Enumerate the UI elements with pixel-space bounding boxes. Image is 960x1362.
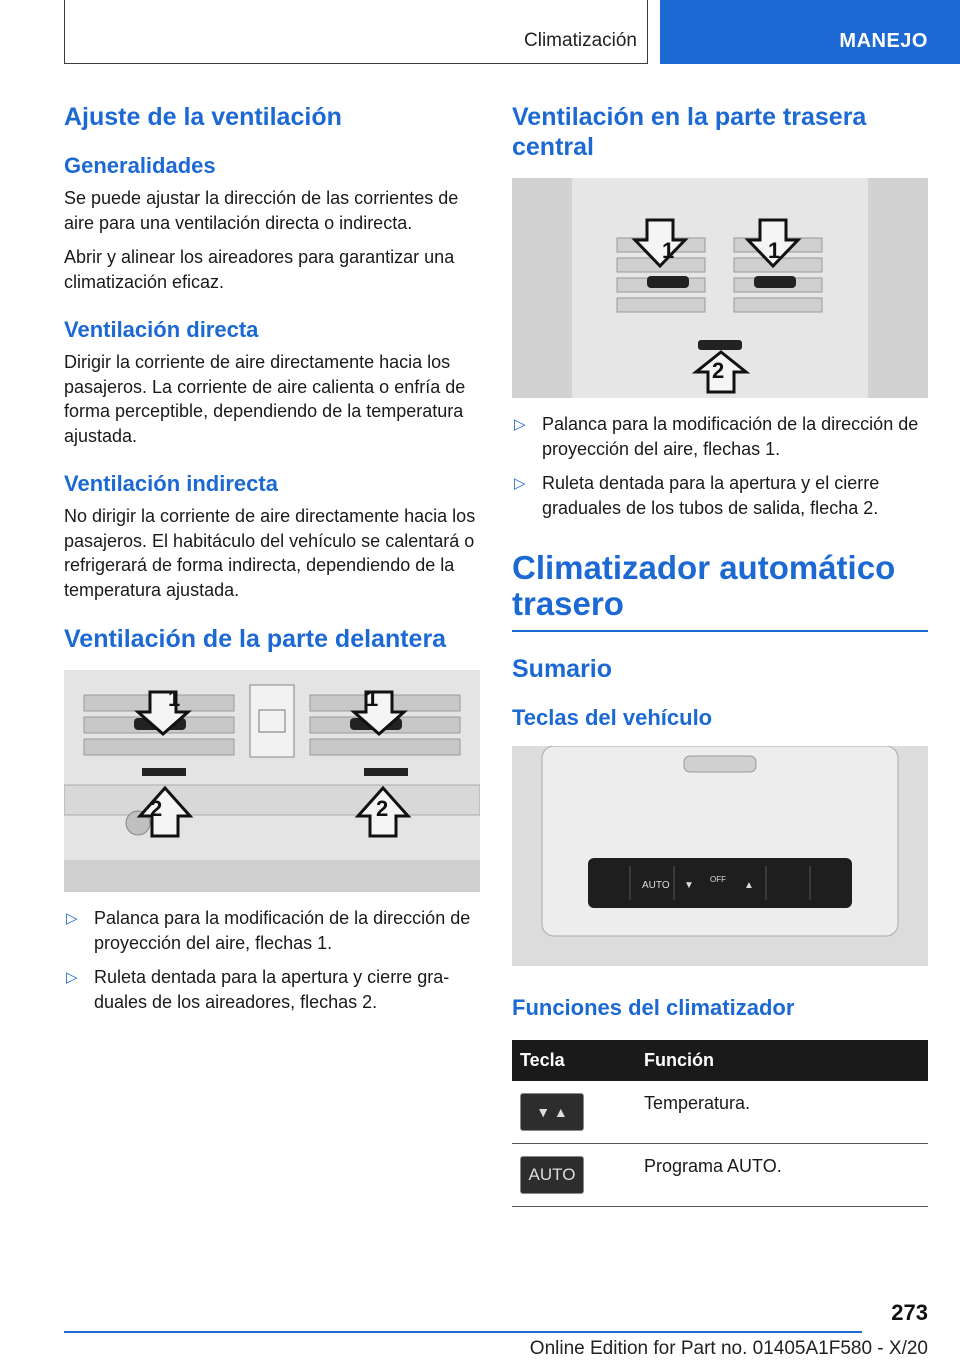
front-vents-figure <box>64 670 480 892</box>
auto-key-icon: AUTO <box>520 1156 584 1194</box>
heading-funciones: Funciones del climatizador <box>512 995 795 1020</box>
fig-label-2-left: 2 <box>150 796 163 821</box>
heading-trasera: Ventilación en la parte trasera central <box>512 103 867 161</box>
fig-label-2-rear: 2 <box>712 358 725 383</box>
list-item: ▷ Ruleta dentada para la apertura y cierre graduales de los aireadores, flechas 2. <box>66 967 450 1012</box>
rear-bullets <box>512 412 928 520</box>
functions-table <box>512 1040 928 1207</box>
heading-ajuste: Ajuste de la ventilación <box>64 103 342 131</box>
right-column <box>512 100 928 1207</box>
heading-teclas: Teclas del vehículo <box>512 705 713 730</box>
header-section-box <box>64 0 648 64</box>
column-header-funcion: Función <box>636 1040 928 1081</box>
section-title: Climatización <box>524 30 637 51</box>
panel-button-auto: AUTO <box>642 880 670 891</box>
heading-indirecta: Ventilación indirecta <box>64 471 278 496</box>
para-indirecta: No dirigir la corriente de aire directamente hacia los pasajeros. El habitáculo del vehículo se calentará o refrigerará de forma indirecta, dependiendo de la temperatura ajustada. <box>64 506 476 600</box>
center-vent <box>250 685 294 757</box>
heading-climatizador: Climatizador automático trasero <box>512 550 928 632</box>
function-cell: Temperatura. <box>636 1081 928 1144</box>
table-row <box>512 1081 928 1144</box>
para-generalidades-1: Se puede ajustar la dirección de las corrientes de aire para una ventilación directa o indirecta. <box>64 188 459 233</box>
chapter-tab-label: MANEJO <box>839 30 928 52</box>
heading-delantera: Ventilación de la parte delantera <box>64 625 447 653</box>
column-header-tecla: Tecla <box>512 1040 636 1081</box>
triangle-bullet-icon: ▷ <box>514 416 526 433</box>
panel-button-off: OFF <box>710 875 726 884</box>
fig-label-1-rear-right: 1 <box>768 238 781 263</box>
heading-generalidades: Generalidades <box>64 153 216 178</box>
para-generalidades-2: Abrir y alinear los aireadores para garantizar una climatización eficaz. <box>64 247 455 292</box>
page-number: 273 <box>891 1300 928 1325</box>
para-directa: Dirigir la corriente de aire directamente hacia los pasajeros. La corriente de aire calienta o enfría de forma perceptible, dependiendo de la temperatura ajustada. <box>64 352 466 446</box>
triangle-bullet-icon: ▷ <box>66 910 78 927</box>
rear-panel-figure <box>512 746 928 966</box>
fig-label-2-right: 2 <box>376 796 389 821</box>
chapter-tab[interactable] <box>660 0 960 64</box>
triangle-bullet-icon: ▷ <box>66 969 78 986</box>
list-item: ▷ Ruleta dentada para la apertura y el cierre graduales de los tubos de salida, flecha 2. <box>514 473 880 518</box>
rear-vents-figure <box>512 178 928 398</box>
fig-label-1-left: 1 <box>168 686 181 711</box>
list-item: ▷ Palanca para la modificación de la dirección de proyección del aire, flechas 1. <box>66 908 471 953</box>
heading-sumario: Sumario <box>512 655 613 683</box>
triangle-bullet-icon: ▷ <box>514 475 526 492</box>
panel-button-up: ▲ <box>744 880 754 891</box>
fig-label-1-right: 1 <box>366 686 379 711</box>
temperature-key-icon: ▼ ▲ <box>520 1093 584 1131</box>
front-bullets <box>64 906 480 1014</box>
footer-edition: Online Edition for Part no. 01405A1F580 - X/20 <box>529 1338 928 1359</box>
list-item: ▷ Palanca para la modificación de la dirección de proyección del aire, flechas 1. <box>514 414 919 459</box>
footer-divider <box>64 1331 862 1333</box>
panel-button-down: ▼ <box>684 880 694 891</box>
fig-label-1-rear-left: 1 <box>662 238 675 263</box>
left-column <box>64 100 480 1024</box>
table-row <box>512 1144 928 1207</box>
heading-directa: Ventilación directa <box>64 317 259 342</box>
function-cell: Programa AUTO. <box>636 1144 928 1207</box>
